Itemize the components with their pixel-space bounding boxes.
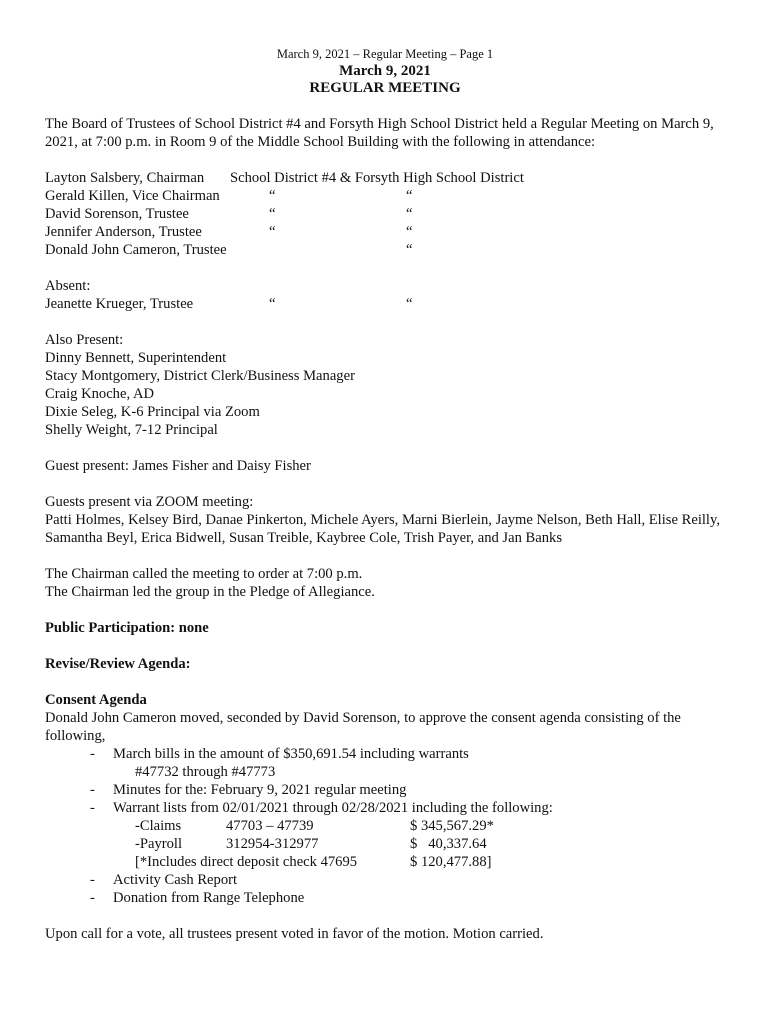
title-date: March 9, 2021 xyxy=(339,63,431,79)
list-dash: - xyxy=(90,872,95,888)
attendance-row xyxy=(45,205,735,223)
ditto-mark: “ xyxy=(269,206,276,222)
warrant-numbers: #47732 through #47773 xyxy=(135,764,276,780)
warrant-type: -Claims xyxy=(135,818,182,834)
warrant-row xyxy=(45,817,735,835)
intro-paragraph: The Board of Trustees of School District #4 and Forsyth High School District held a Regular Meeting on March 9, 2021, at 7:00 p.m. in Room 9 of the Middle School Building with the following in attendance: xyxy=(45,116,714,150)
warrant-amount: $ 345,567.29* xyxy=(410,818,494,834)
consent-motion: Donald John Cameron moved, seconded by David Sorenson, to approve the consent agenda consisting of the following, xyxy=(45,710,681,744)
list-item xyxy=(45,781,735,799)
ditto-mark: “ xyxy=(406,296,413,312)
warrant-lists-item: Warrant lists from 02/01/2021 through 02/28/2021 including the following: xyxy=(113,800,553,816)
absent-label: Absent: xyxy=(45,278,91,294)
list-item xyxy=(45,799,735,817)
ditto-mark: “ xyxy=(269,296,276,312)
attendee-name: Gerald Killen, Vice Chairman xyxy=(45,188,220,204)
attendance-row xyxy=(45,241,735,259)
also-present-person: Stacy Montgomery, District Clerk/Business Manager xyxy=(45,368,355,384)
ditto-mark: “ xyxy=(406,242,413,258)
attendee-name: David Sorenson, Trustee xyxy=(45,206,189,222)
ditto-mark: “ xyxy=(269,224,276,240)
absent-name: Jeanette Krueger, Trustee xyxy=(45,296,194,312)
list-item-continuation xyxy=(45,763,735,781)
minutes-body xyxy=(45,115,735,943)
guest-present-line: Guest present: James Fisher and Daisy Fisher xyxy=(45,458,311,474)
also-present-label: Also Present: xyxy=(45,332,124,348)
zoom-guests-names: Patti Holmes, Kelsey Bird, Danae Pinkerton, Michele Ayers, Marni Bierlein, Jayme Nelson, Beth Hall, Elise Reilly, Samantha Beyl, Erica Bidwell, Susan Treible, Kaybree Cole, Trish Payer, and Jan Banks xyxy=(45,512,720,546)
attendance-row xyxy=(45,187,735,205)
attendance-row xyxy=(45,223,735,241)
running-head: March 9, 2021 – Regular Meeting – Page 1 xyxy=(276,47,494,61)
attendee-name: Layton Salsbery, Chairman xyxy=(45,170,205,186)
warrant-range: 47703 – 47739 xyxy=(226,818,314,834)
ditto-mark: “ xyxy=(406,188,413,204)
public-participation-heading: Public Participation: none xyxy=(45,620,209,636)
bills-item: March bills in the amount of $350,691.54 including warrants xyxy=(113,746,469,762)
title-meeting: REGULAR MEETING xyxy=(309,80,461,96)
also-present-person: Craig Knoche, AD xyxy=(45,386,155,402)
list-item xyxy=(45,871,735,889)
list-dash: - xyxy=(90,746,95,762)
attendee-name: Donald John Cameron, Trustee xyxy=(45,242,227,258)
list-dash: - xyxy=(90,800,95,816)
ditto-mark: “ xyxy=(269,188,276,204)
zoom-guests-label: Guests present via ZOOM meeting: xyxy=(45,494,254,510)
activity-item: Activity Cash Report xyxy=(113,872,238,888)
warrant-type: [*Includes direct deposit check 47695 xyxy=(135,854,358,870)
warrant-row xyxy=(45,853,735,871)
list-item xyxy=(45,745,735,763)
list-dash: - xyxy=(90,782,95,798)
warrant-amount: $ 120,477.88] xyxy=(410,854,492,870)
absent-row xyxy=(45,295,735,313)
also-present-person: Dixie Seleg, K-6 Principal via Zoom xyxy=(45,404,260,420)
list-dash: - xyxy=(90,890,95,906)
donation-item: Donation from Range Telephone xyxy=(113,890,305,906)
also-present-person: Shelly Weight, 7-12 Principal xyxy=(45,422,218,438)
attendee-district: School District #4 & Forsyth High School District xyxy=(230,170,524,186)
warrant-amount: $ 40,337.64 xyxy=(410,836,487,852)
vote-result: Upon call for a vote, all trustees present voted in favor of the motion. Motion carried. xyxy=(45,926,544,942)
minutes-item: Minutes for the: February 9, 2021 regular meeting xyxy=(113,782,407,798)
list-item xyxy=(45,889,735,907)
also-present-person: Dinny Bennett, Superintendent xyxy=(45,350,227,366)
warrant-row xyxy=(45,835,735,853)
pledge-line: The Chairman led the group in the Pledge of Allegiance. xyxy=(45,584,375,600)
attendee-name: Jennifer Anderson, Trustee xyxy=(45,224,202,240)
call-to-order: The Chairman called the meeting to order at 7:00 p.m. xyxy=(45,566,363,582)
warrant-type: -Payroll xyxy=(135,836,183,852)
consent-agenda-heading: Consent Agenda xyxy=(45,692,147,708)
ditto-mark: “ xyxy=(406,224,413,240)
warrant-range: 312954-312977 xyxy=(226,836,319,852)
attendance-row xyxy=(45,169,735,187)
ditto-mark: “ xyxy=(406,206,413,222)
attendance-list xyxy=(45,169,735,259)
revise-agenda-heading: Revise/Review Agenda: xyxy=(45,656,191,672)
